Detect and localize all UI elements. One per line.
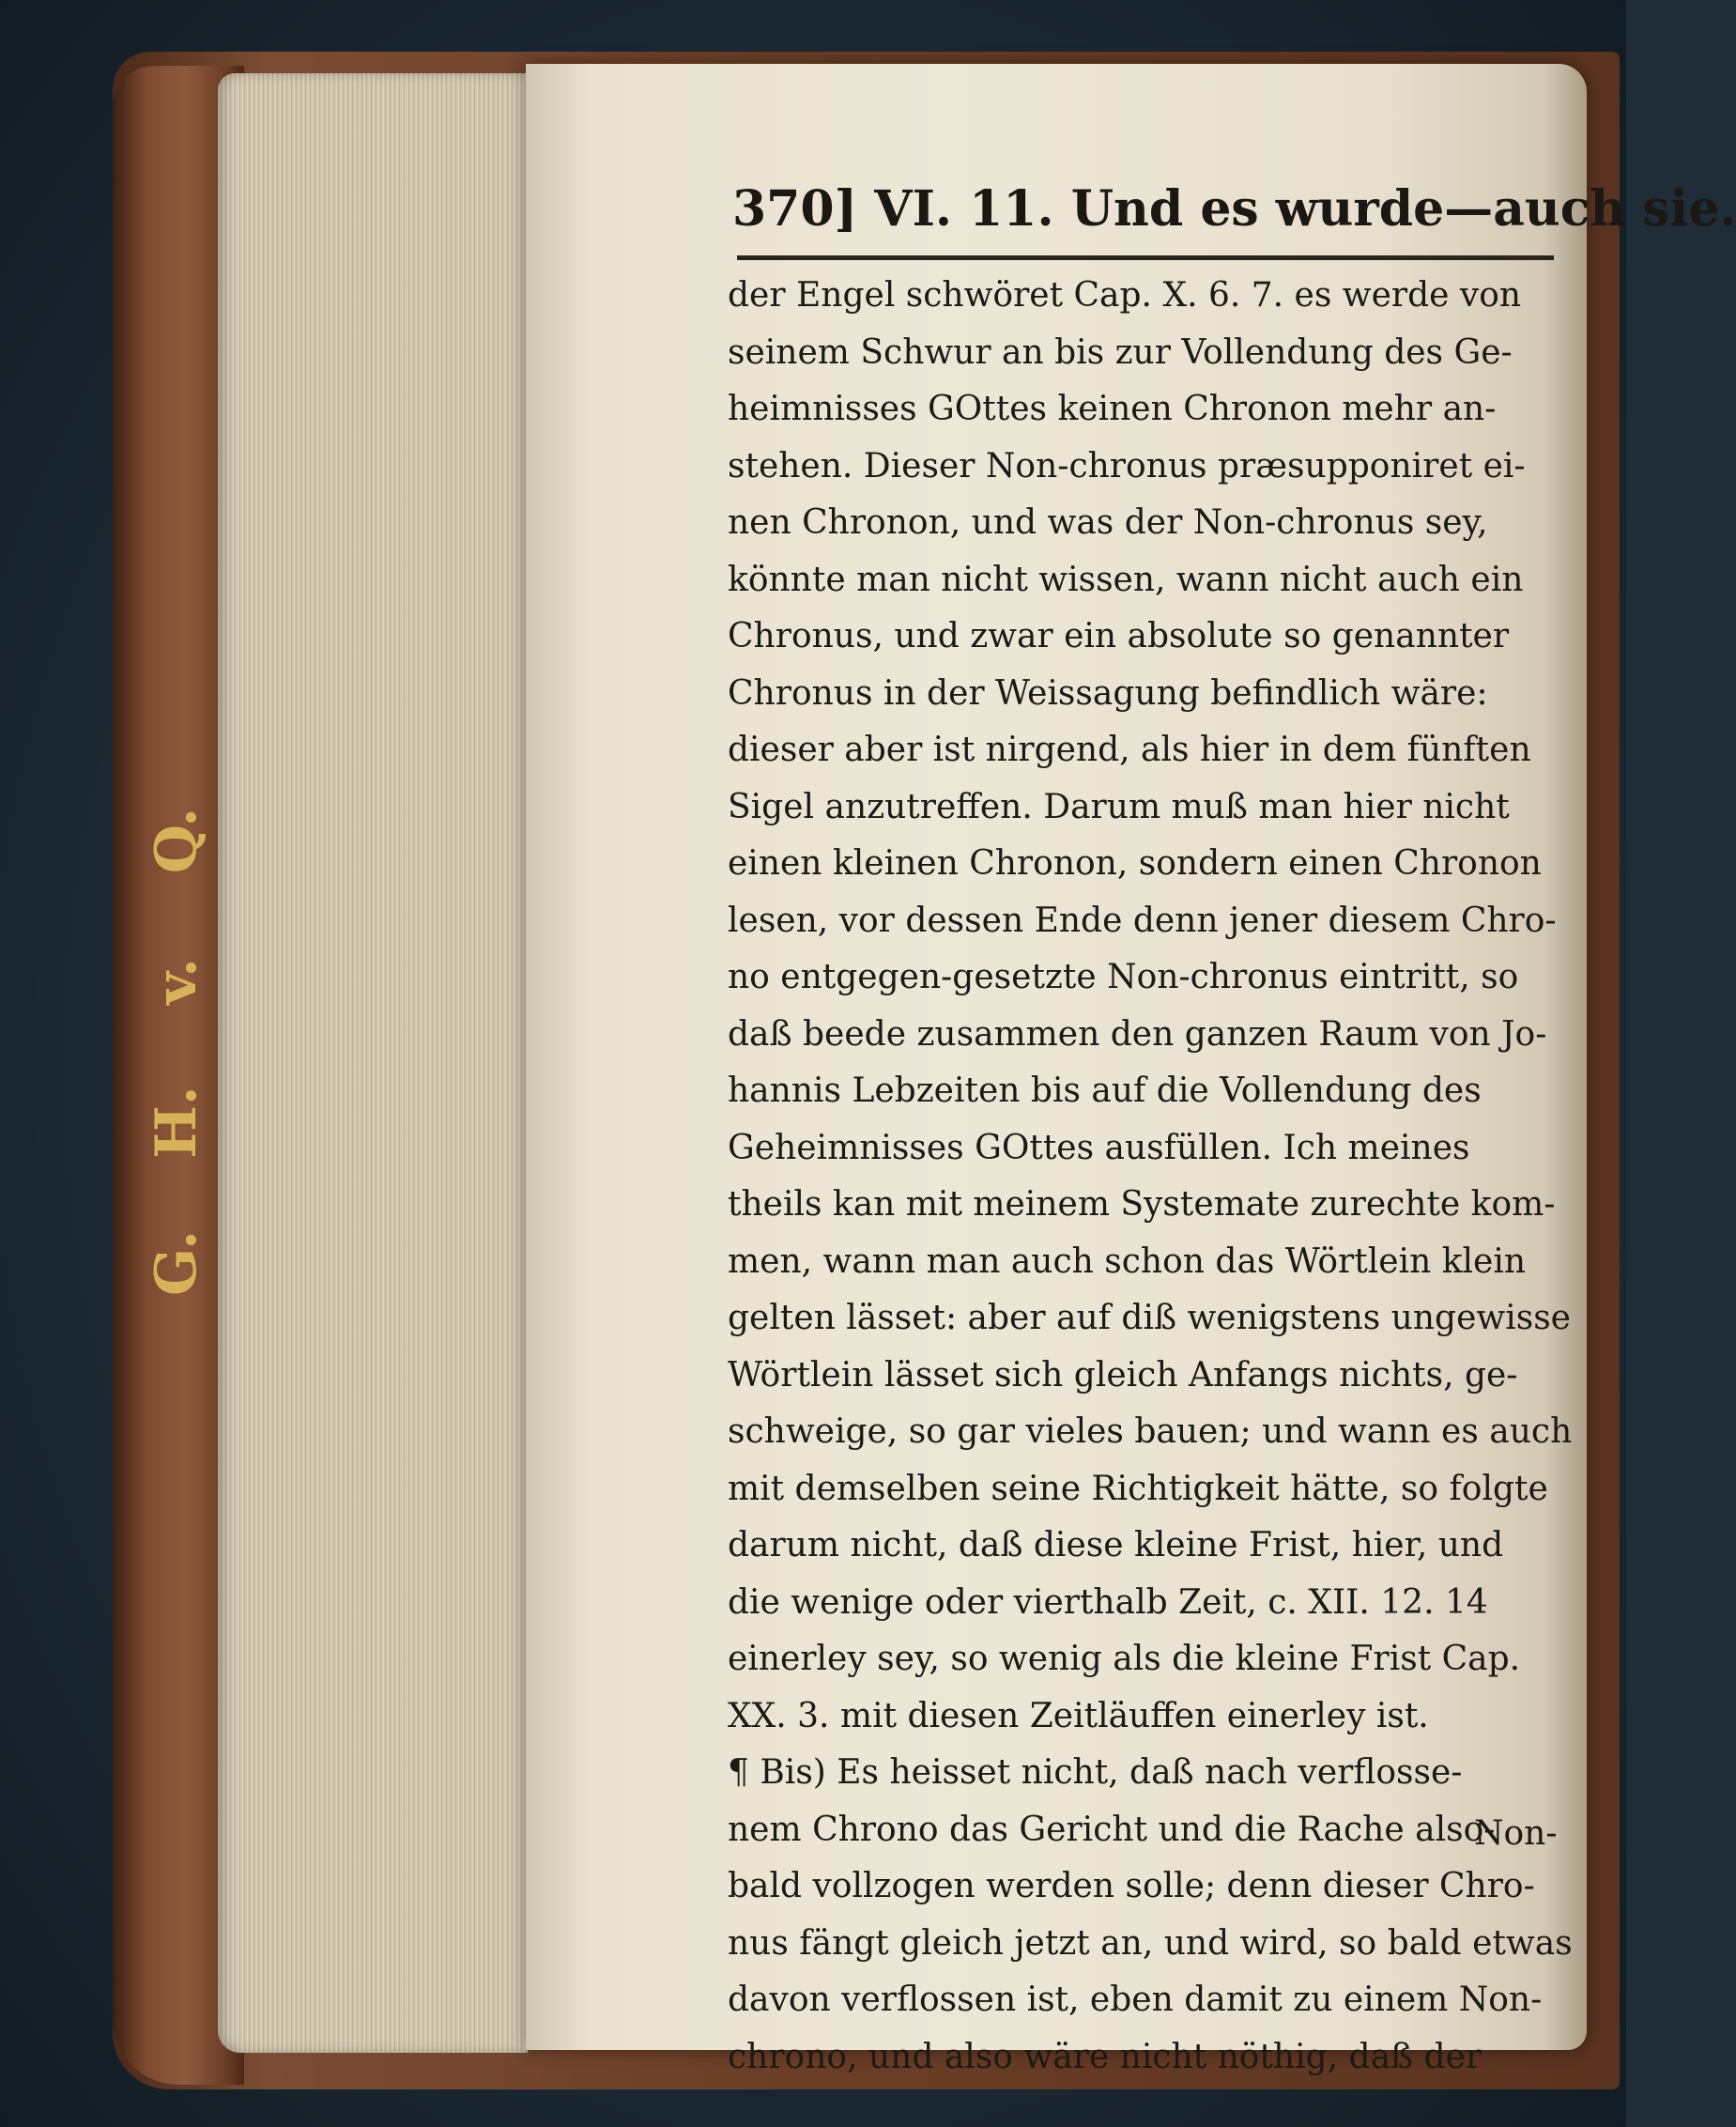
text-line: nen Chronon, und was der Non-chronus sey,: [728, 503, 1488, 542]
text-line: XX. 3. mit diesen Zeitläuffen einerley ist.: [728, 1696, 1429, 1735]
text-line: no entgegen-gesetzte Non-chronus eintritt, so: [728, 958, 1519, 996]
text-line: lesen, vor dessen Ende denn jener diesem Chro-: [728, 901, 1557, 940]
spine-lettering: [120, 808, 233, 1296]
text-line: bald vollzogen werden solle; denn dieser Chro-: [728, 1867, 1535, 1905]
text-line: Wörtlein lässet sich gleich Anfangs nichts, ge-: [728, 1355, 1518, 1395]
text-line: schweige, so gar vieles bauen; und wann es auch: [728, 1412, 1573, 1451]
text-line: stehen. Dieser Non-chronus præsupponiret ei-: [728, 446, 1526, 486]
text-line: heimnisses GOttes keinen Chronon mehr an-: [728, 390, 1497, 428]
text-line: mit demselben seine Richtigkeit hätte, so folgte: [728, 1469, 1548, 1508]
text-line: dieser aber ist nirgend, als hier in dem fünften: [728, 731, 1531, 769]
text-line: Chronus in der Weissagung befindlich wäre:: [728, 673, 1488, 713]
spine-letter: Q.: [143, 807, 209, 874]
text-line: chrono, und also wäre nicht nöthig, daß der: [728, 2037, 1483, 2076]
text-line: könnte man nicht wissen, wann nicht auch ein: [728, 560, 1524, 599]
text-line: einen kleinen Chronon, sondern einen Chronon: [728, 844, 1542, 883]
text-line: gelten lässet: aber auf diß wenigstens ungewisse: [728, 1299, 1571, 1337]
text-line: darum nicht, daß diese kleine Frist, hier, und: [728, 1526, 1504, 1564]
body-text: [728, 268, 1573, 2086]
text-line: die wenige oder vierthalb Zeit, c. XII. 12. 14: [728, 1582, 1488, 1622]
text-line: ¶ Bis) Es heisset nicht, daß nach verflosse-: [728, 1753, 1463, 1792]
text-line: der Engel schwöret Cap. X. 6. 7. es werde von: [728, 276, 1522, 315]
text-line: nus fängt gleich jetzt an, und wird, so bald etwas: [728, 1923, 1573, 1963]
spine-letter: G.: [144, 1230, 209, 1296]
text-line: seinem Schwur an bis zur Vollendung des Ge-: [728, 332, 1513, 372]
catchword: Non-: [1474, 1814, 1558, 1853]
spine-letter: v.: [144, 958, 209, 1005]
text-line: theils kan mit meinem Systemate zurechte kom-: [728, 1185, 1556, 1224]
text-line: Chronus, und zwar ein absolute so genannter: [728, 617, 1510, 655]
head-rule: [737, 255, 1554, 260]
running-head: 370] VI. 11. Und es wurde—auch sie.: [732, 180, 1736, 238]
page-edges: [218, 73, 528, 2053]
text-line: einerley sey, so wenig als die kleine Frist Cap.: [728, 1640, 1521, 1678]
text-line: daß beede zusammen den ganzen Raum von Jo-: [728, 1014, 1547, 1054]
text-line: Geheimnisses GOttes ausfüllen. Ich meines: [728, 1128, 1470, 1167]
text-line: davon verflossen ist, eben damit zu einem Non-: [728, 1981, 1543, 2019]
text-line: nem Chrono das Gericht und die Rache also-: [728, 1810, 1496, 1849]
text-line: men, wann man auch schon das Wörtlein klein: [728, 1241, 1527, 1281]
text-line: hannis Lebzeiten bis auf die Vollendung des: [728, 1071, 1482, 1110]
spine-letter: H.: [143, 1086, 209, 1159]
text-line: Sigel anzutreffen. Darum muß man hier nicht: [728, 787, 1510, 826]
